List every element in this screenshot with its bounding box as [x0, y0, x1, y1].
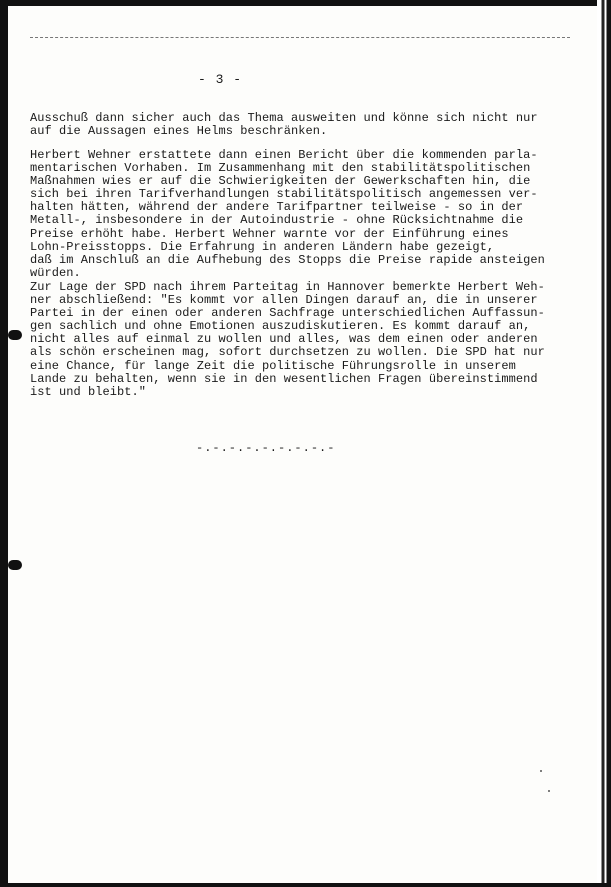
paragraph-3: Zur Lage der SPD nach ihrem Parteitag in Hannover bemerkte Herbert Weh- ner abschließend: "Es kommt vor allen Dingen darauf an, die in unserer Partei in der einen oder anderen Sachfrage unterschiedlichen Auffassun- gen sachlich und ohne Emotionen auszudiskutieren. Es kommt darauf an, nicht alles auf einmal zu wollen und alles, was dem einen oder anderen als schön erscheinen mag, sofort durchsetzen zu wollen. Die SPD hat nur eine Chance, für lange Zeit die politische Führungsrolle in unserem Lande zu behalten, wenn sie in den wesentlichen Fragen übereinstimmend ist und bleibt." [30, 280, 545, 399]
scan-edge-bottom [0, 883, 611, 887]
paragraph-1: Ausschuß dann sicher auch das Thema ausweiten und könne sich nicht nur auf die Aussagen eines Helms beschränken. [30, 111, 538, 139]
header-rule [30, 37, 570, 39]
punch-hole-mark [8, 560, 22, 570]
scan-speck [548, 790, 550, 792]
paragraph-2: Herbert Wehner erstattete dann einen Bericht über die kommenden parla- mentarischen Vorhaben. Im Zusammenhang mit den stabilitätspolitischen Maßnahmen wies er auf die Schwierigkeiten der Gewerkschaften hin, die sich bei ihren Tarifverhandlungen stabilitätspolitisch angemessen ver- halten hätten, während der andere Tarifpartner teilweise - so in der Metall-, insbesondere in der Autoindustrie - ohne Rücksichtnahme die Preise erhöht habe. Herbert Wehner warnte vor der Einführung eines Lohn-Preisstopps. Die Erfahrung in anderen Ländern habe gezeigt, daß im Anschluß an die Aufhebung des Stopps die Preise rapide ansteigen würden. [30, 148, 545, 280]
punch-hole-mark [8, 330, 22, 340]
scan-speck [540, 770, 542, 772]
scan-edge-top [0, 0, 611, 6]
scan-edge-right [597, 0, 611, 887]
page-number: - 3 - [198, 72, 243, 87]
scan-edge-left [0, 0, 8, 887]
end-separator: -.-.-.-.-.-.-.-.- [196, 441, 336, 455]
